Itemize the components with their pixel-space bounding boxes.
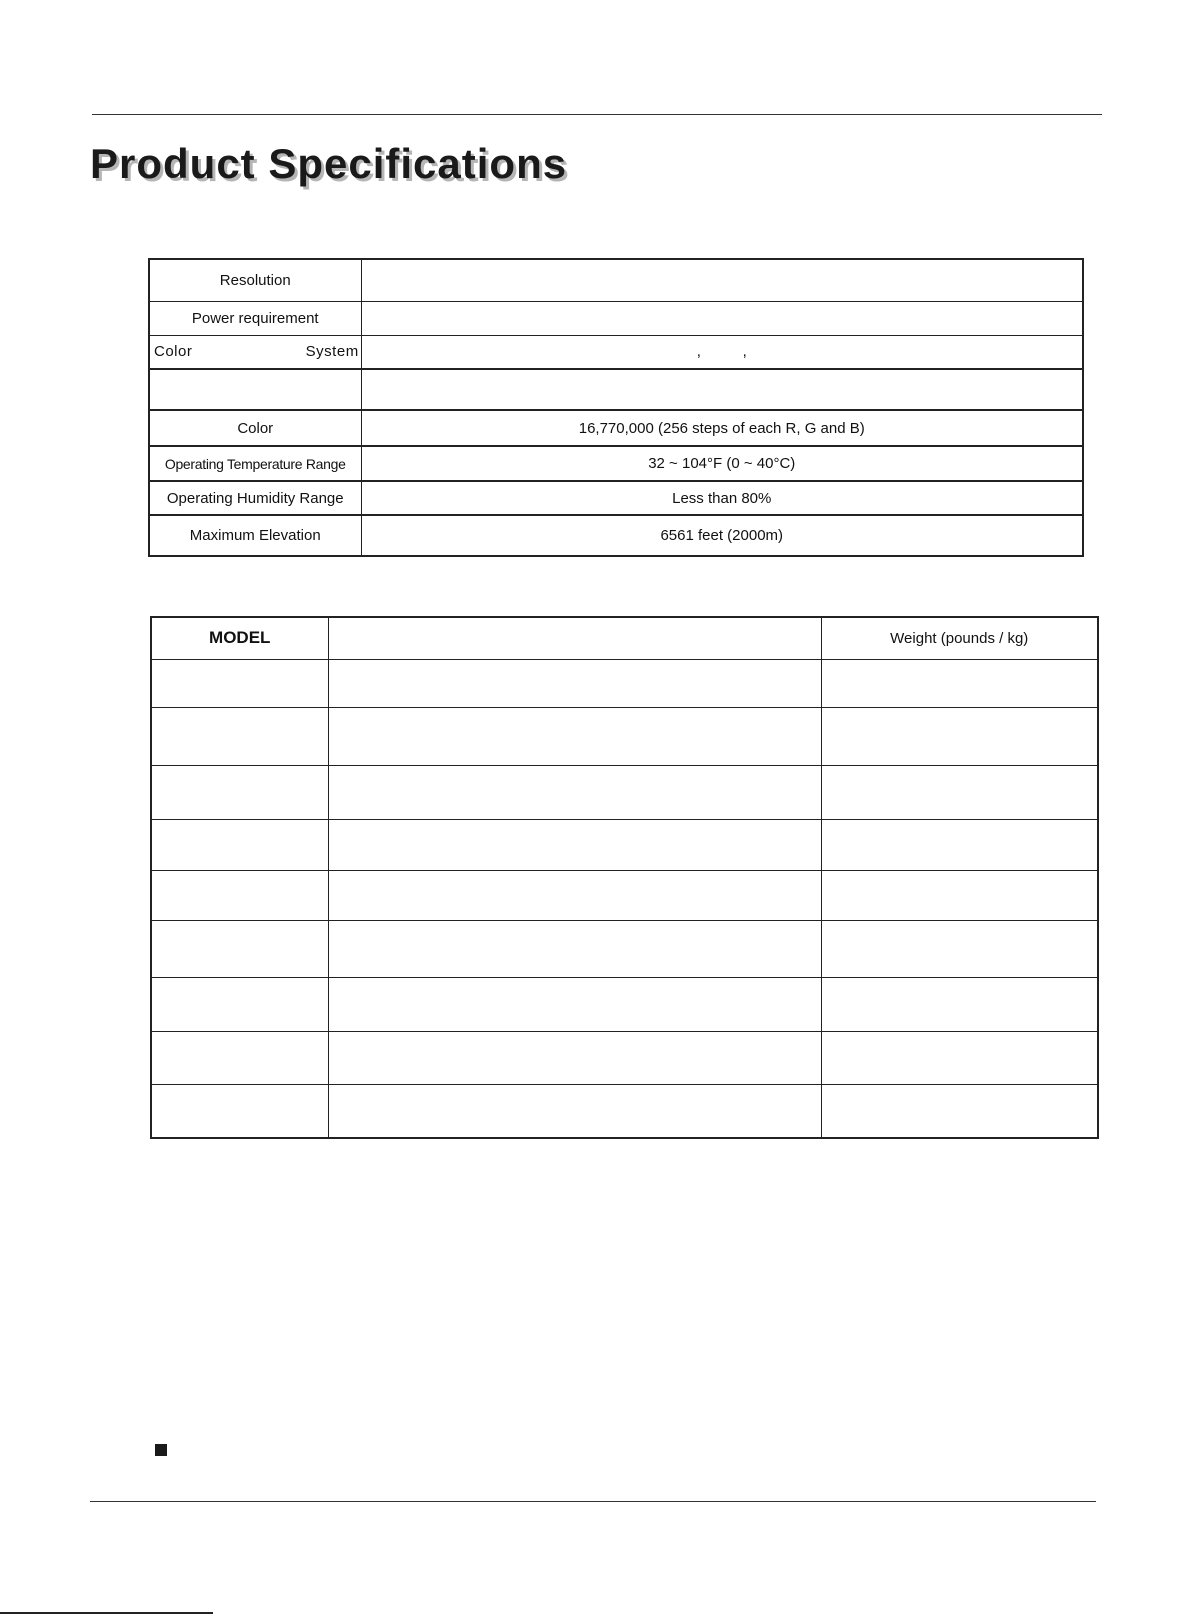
weight-cell <box>821 1031 1098 1084</box>
spec-row-color <box>149 410 1083 446</box>
spec-value: 32 ~ 104°F (0 ~ 40°C) <box>361 446 1083 481</box>
model-cell <box>151 870 328 920</box>
weight-cell <box>821 659 1098 707</box>
weight-cell <box>821 1084 1098 1138</box>
dimensions-cell <box>328 819 821 870</box>
dimensions-cell <box>328 1084 821 1138</box>
dimensions-cell <box>328 870 821 920</box>
scan-edge-line <box>0 1612 213 1614</box>
spec-value: Less than 80% <box>361 481 1083 515</box>
spec-value <box>361 259 1083 301</box>
model-cell <box>151 659 328 707</box>
spec-label: Resolution <box>149 259 361 301</box>
table-row <box>151 977 1098 1031</box>
spec-row-blank <box>149 369 1083 410</box>
weight-cell <box>821 977 1098 1031</box>
weight-cell <box>821 765 1098 819</box>
model-cell <box>151 977 328 1031</box>
weight-cell <box>821 707 1098 765</box>
spec-label: Color System <box>149 335 361 369</box>
table-row <box>151 870 1098 920</box>
spec-value: , , <box>361 335 1083 369</box>
spec-table <box>148 258 1084 557</box>
spec-row-color-system <box>149 335 1083 369</box>
model-cell <box>151 920 328 977</box>
model-table <box>150 616 1099 1139</box>
table-row <box>151 1031 1098 1084</box>
table-row <box>151 659 1098 707</box>
spec-value: 6561 feet (2000m) <box>361 515 1083 556</box>
top-divider <box>92 114 1102 115</box>
weight-cell <box>821 819 1098 870</box>
table-row <box>151 920 1098 977</box>
spec-row-resolution <box>149 259 1083 301</box>
dimensions-column-header <box>328 617 821 659</box>
spec-label: Operating Humidity Range <box>149 481 361 515</box>
model-header-row <box>151 617 1098 659</box>
spec-label: Color <box>149 410 361 446</box>
model-column-header: MODEL <box>151 617 328 659</box>
dimensions-cell <box>328 707 821 765</box>
spec-value: 16,770,000 (256 steps of each R, G and B) <box>361 410 1083 446</box>
spec-row-temperature <box>149 446 1083 481</box>
model-cell <box>151 1031 328 1084</box>
dimensions-cell <box>328 920 821 977</box>
spec-label: Maximum Elevation <box>149 515 361 556</box>
dimensions-cell <box>328 659 821 707</box>
spec-label: Operating Temperature Range <box>149 446 361 481</box>
spec-value <box>361 301 1083 335</box>
page-title: Product Specifications <box>90 140 568 187</box>
table-row <box>151 707 1098 765</box>
model-cell <box>151 1084 328 1138</box>
spec-row-elevation <box>149 515 1083 556</box>
bottom-divider <box>90 1501 1096 1502</box>
dimensions-cell <box>328 1031 821 1084</box>
weight-cell <box>821 920 1098 977</box>
square-bullet-icon <box>155 1444 167 1456</box>
table-row <box>151 765 1098 819</box>
model-cell <box>151 707 328 765</box>
weight-column-header: Weight (pounds / kg) <box>821 617 1098 659</box>
spec-label: Power requirement <box>149 301 361 335</box>
spec-row-power <box>149 301 1083 335</box>
dimensions-cell <box>328 977 821 1031</box>
table-row <box>151 1084 1098 1138</box>
model-cell <box>151 819 328 870</box>
model-cell <box>151 765 328 819</box>
dimensions-cell <box>328 765 821 819</box>
weight-cell <box>821 870 1098 920</box>
table-row <box>151 819 1098 870</box>
spec-row-humidity <box>149 481 1083 515</box>
spec-label <box>149 369 361 410</box>
spec-value <box>361 369 1083 410</box>
